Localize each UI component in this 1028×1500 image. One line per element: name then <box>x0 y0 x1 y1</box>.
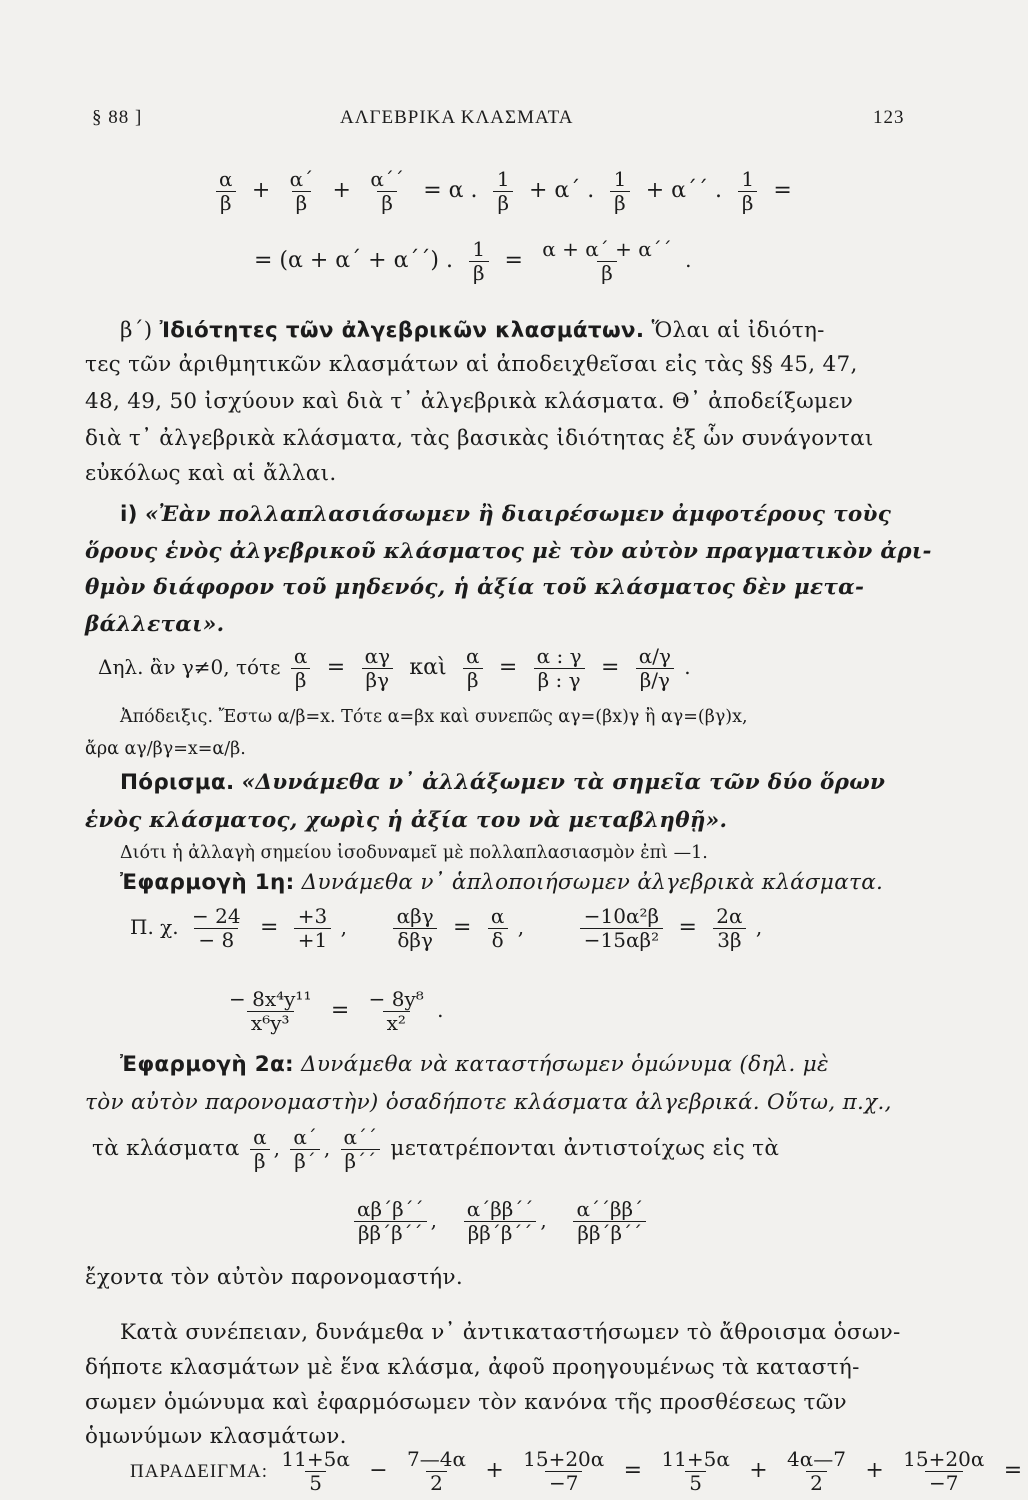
section-b-line2: τες τῶν ἀριθμητικῶν κλασμάτων αἱ ἀποδειχθεῖσαι εἰς τὰς §§ 45, 47, <box>85 352 858 377</box>
section-b-line3: 48, 49, 50 ἰσχύουν καὶ διὰ τ᾿ ἀλγεβρικὰ κλάσματα. Θ᾿ ἀποδείξωμεν <box>85 389 854 414</box>
conclusion-line4: ὁμωνύμων κλασμάτων. <box>85 1424 347 1449</box>
porisma-note: Διότι ἡ ἀλλαγὴ σημείου ἰσοδυναμεῖ μὲ πολλαπλασιασμὸν ἐπὶ —1. <box>120 843 708 863</box>
conclusion-line3: σωμεν ὁμώνυμα καὶ ἐφαρμόσωμεν τὸν κανόνα τῆς προσθέσεως τῶν <box>85 1390 847 1415</box>
equation-property: Δηλ. ἂν γ≠0, τότε $\frac{\alpha}{\beta}$ = $\frac{\alpha\gamma}{\beta\gamma}$ καὶ $\frac{\alpha}{\beta}$ = $\frac{\alpha : \gamma}{\beta : \gamma}$ = $\frac{\alpha/\gamma}{\beta/\gamma}$ . <box>98 644 691 692</box>
porisma-line2: ἑνὸς κλάσματος, χωρὶς ἡ ἀξία του νὰ μεταβληθῇ». <box>85 808 728 833</box>
page-number: 123 <box>873 107 905 128</box>
rule-i-line3: θμὸν διάφορον τοῦ μηδενός, ἡ ἀξία τοῦ κλάσματος δὲν μετα- <box>85 575 865 600</box>
conclusion-line2: δήποτε κλασμάτων μὲ ἕνα κλάσμα, ἀφοῦ προηγουμένως τὰ καταστή- <box>85 1355 860 1380</box>
application-2-fractions: τὰ κλάσματα $\frac{\alpha}{\beta}$ , $\frac{\alpha΄}{\beta΄}$ , $\frac{\alpha΄΄}{\beta΄΄}$ μετατρέπονται ἀντιστοίχως εἰς τὰ <box>92 1125 780 1173</box>
equation-factored: = (α + α΄ + α΄΄) . $\frac{1}{\beta}$ = $\frac{\alpha + \alpha΄ + \alpha΄΄}{\beta}$ . <box>254 237 692 285</box>
rule-i-line2: ὅρους ἑνὸς ἀλγεβρικοῦ κλάσματος μὲ τὸν αὐτὸν πραγματικὸν ἀρι- <box>85 539 932 564</box>
rule-i-line1: i) «Ἐὰν πολλαπλασιάσωμεν ἢ διαιρέσωμεν ἀμφοτέρους τοὺς <box>120 502 892 527</box>
application-1-example-2: $\frac{\text{− 8x⁴y¹¹}}{\text{x⁶y³}}$ = $\frac{\text{− 8y⁸}}{\text{x²}}$ . <box>229 987 444 1035</box>
application-1-title: Ἐφαρμογὴ 1η: Δυνάμεθα ν᾿ ἁπλοποιήσωμεν ἀλγεβρικὰ κλάσματα. <box>120 870 884 895</box>
application-1-examples: Π. χ. $\frac{- 24}{- 8}$ = $\frac{+3}{+1}$ , $\frac{\text{αβγ}}{\text{δβγ}}$ = $\frac{\alpha}{\delta}$ , $\frac{\text{−10α²β}}{\text{−15αβ²}}$ = $\frac{2\alpha}{3\beta}$ , <box>130 904 763 952</box>
section-b-line5: εὐκόλως καὶ αἱ ἄλλαι. <box>85 461 337 486</box>
example-equation: ΠΑΡΑΔΕΙΓΜΑ: $\frac{11+5\alpha}{5}$ − $\frac{7—4\alpha}{2}$ + $\frac{15+20\alpha}{-7}$ = $\frac{11+5\alpha}{5}$ + $\frac{4\alpha—7}{2}$ + $\frac{15+20\alpha}{-7}$ = <box>130 1447 1023 1495</box>
section-b-line1: β΄) Ἰδιότητες τῶν ἀλγεβρικῶν κλασμάτων. Ὅλαι αἱ ἰδιότη- <box>120 318 825 343</box>
section-b-line4: διὰ τ᾿ ἀλγεβρικὰ κλάσματα, τὰς βασικὰς ἰδιότητας ἐξ ὧν συνάγονται <box>85 426 874 451</box>
equation-sum-fractions: $\frac{\alpha}{\beta}$ + $\frac{\alpha΄}{\beta}$ + $\frac{\alpha΄΄}{\beta}$ = α . $\frac{1}{\beta}$ + α΄ . $\frac{1}{\beta}$ + α΄΄ . $\frac{1}{\beta}$ = <box>212 168 798 215</box>
page-title: ΑΛΓΕΒΡΙΚΑ ΚΛΑΣΜΑΤΑ <box>340 107 574 128</box>
proof-line2: ἄρα αγ/βγ=x=α/β. <box>85 739 246 759</box>
proof-line1: Ἀπόδειξις. Ἔστω α/β=x. Τότε α=βx καὶ συνεπῶς αγ=(βx)γ ἢ αγ=(βγ)x, <box>120 707 748 727</box>
application-2-line-after: ἔχοντα τὸν αὐτὸν παρονομαστήν. <box>85 1265 463 1290</box>
conclusion-line1: Κατὰ συνέπειαν, δυνάμεθα ν᾿ ἀντικαταστήσωμεν τὸ ἄθροισμα ὁσων- <box>120 1320 901 1345</box>
application-2-line2: τὸν αὐτὸν παρονομαστὴν) ὁσαδήποτε κλάσματα ἀλγεβρικά. Οὕτω, π.χ., <box>85 1090 892 1115</box>
application-2-results: $\frac{\alpha\beta΄\beta΄΄}{\beta\beta΄\beta΄΄}$ , $\frac{\alpha΄\beta\beta΄΄}{\beta\beta΄\beta΄΄}$ , $\frac{\alpha΄΄\beta\beta΄}{\beta\beta΄\beta΄΄}$ <box>350 1198 650 1245</box>
section-ref: § 88 ] <box>92 107 143 128</box>
rule-i-line4: βάλλεται». <box>85 612 225 637</box>
porisma-line1: Πόρισμα. «Δυνάμεθα ν᾿ ἀλλάξωμεν τὰ σημεῖα τῶν δύο ὅρων <box>120 770 886 795</box>
application-2-line1: Ἐφαρμογὴ 2α: Δυνάμεθα νὰ καταστήσωμεν ὁμώνυμα (δηλ. μὲ <box>120 1052 829 1077</box>
